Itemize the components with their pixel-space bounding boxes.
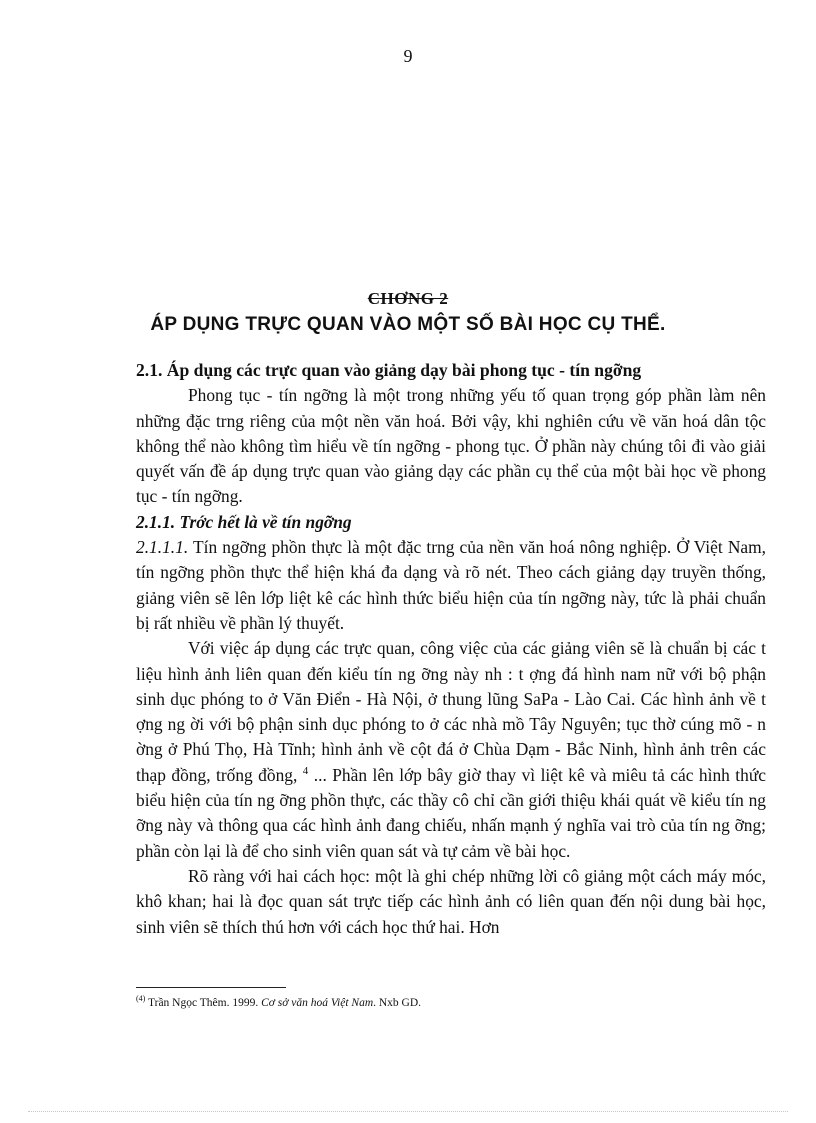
subsection-heading: 2.1.1. Trớc hết là về tín ngỡng xyxy=(136,511,352,532)
paragraph-visual-aids xyxy=(136,636,766,864)
footnote-author: Trần Ngọc Thêm. 1999. xyxy=(145,997,262,1009)
body-text xyxy=(136,358,766,940)
section-heading: 2.1. Áp dụng các trực quan vào giảng dạy bài phong tục - tín ngỡng xyxy=(136,360,642,380)
chapter-label: CHƠNG 2 xyxy=(367,289,449,308)
footnote xyxy=(136,996,766,1010)
footnote-publisher: . Nxb GD. xyxy=(373,997,422,1009)
chapter-title: ÁP DỤNG TRỰC QUAN VÀO MỘT SỐ BÀI HỌC CỤ THỂ. xyxy=(150,314,666,335)
footnote-marker: (4) xyxy=(136,994,146,1004)
page-number: 9 xyxy=(403,46,413,66)
item-text: Tín ngỡng phồn thực là một đặc trng của nền văn hoá nông nghiệp. Ở Việt Nam, tín ngỡng phồn thực thể hiện khá đa dạng và rõ nét. Theo cách giảng dạy truyền thống, giảng viên sẽ lên lớp liệt kê các hình thức biểu hiện của tín ngỡng này, tức là phải chuẩn bị rất nhiều về phần lý thuyết. xyxy=(136,537,766,633)
paragraph-item xyxy=(136,535,766,636)
footnote-reference: 4 xyxy=(302,764,309,777)
item-number: 2.1.1.1. xyxy=(136,537,189,558)
paragraph-visual-aids-text: Với việc áp dụng các trực quan, công việc của các giảng viên sẽ là chuẩn bị các t liệu hình ảnh liên quan đến kiểu tín ng ỡng này nh : t ợng đá hình nam nữ với bộ phận sinh dục phóng to ở Văn Điển - Hà Nội, ở thung lũng SaPa - Lào Cai. Các hình ảnh về t ợng ng ời với bộ phận sinh dục phóng to ở các nhà mồ Tây Nguyên; tục thờ cúng mõ - n ờng ở Phú Thọ, Hà Tĩnh; hình ảnh về cột đá ở Chùa Dạm - Bắc Ninh, hình ảnh trên các thạp đồng, trống đồng, xyxy=(136,638,766,785)
footnote-book-title: Cơ sở văn hoá Việt Nam xyxy=(261,997,374,1009)
paragraph-intro: Phong tục - tín ngỡng là một trong những yếu tố quan trọng góp phần làm nên những đặc trng riêng của một nền văn hoá. Bởi vậy, khi nghiên cứu về văn hoá dân tộc không thể nào không tìm hiểu về tín ngỡng - phong tục. Ở phần này chúng tôi đi vào giải quyết vấn đề áp dụng trực quan vào giảng dạy các phần cụ thể của một bài học về phong tục - tín ngỡng. xyxy=(136,385,766,507)
paragraph-comparison: Rõ ràng với hai cách học: một là ghi chép những lời cô giảng một cách máy móc, khô khan; hai là đọc quan sát trực tiếp các hình ảnh có liên quan đến nội dung bài học, sinh viên sẽ thích thú hơn với cách học thứ hai. Hơn xyxy=(136,865,766,937)
page-bottom-edge xyxy=(28,1111,788,1112)
footnote-divider xyxy=(136,987,286,988)
paragraph-visual-aids-continued: ... Phần lên lớp bây giờ thay vì liệt kê và miêu tả các hình thức biểu hiện của tín ng ỡng phồn thực, các thầy cô chỉ cần giới thiệu khái quát về kiểu tín ng ỡng này và thông qua các hình ảnh đang chiếu, nhấn mạnh ý nghĩa vai trò của tín ng ỡng; phần còn lại là để cho sinh viên quan sát và tự cảm về bài học. xyxy=(136,764,766,861)
